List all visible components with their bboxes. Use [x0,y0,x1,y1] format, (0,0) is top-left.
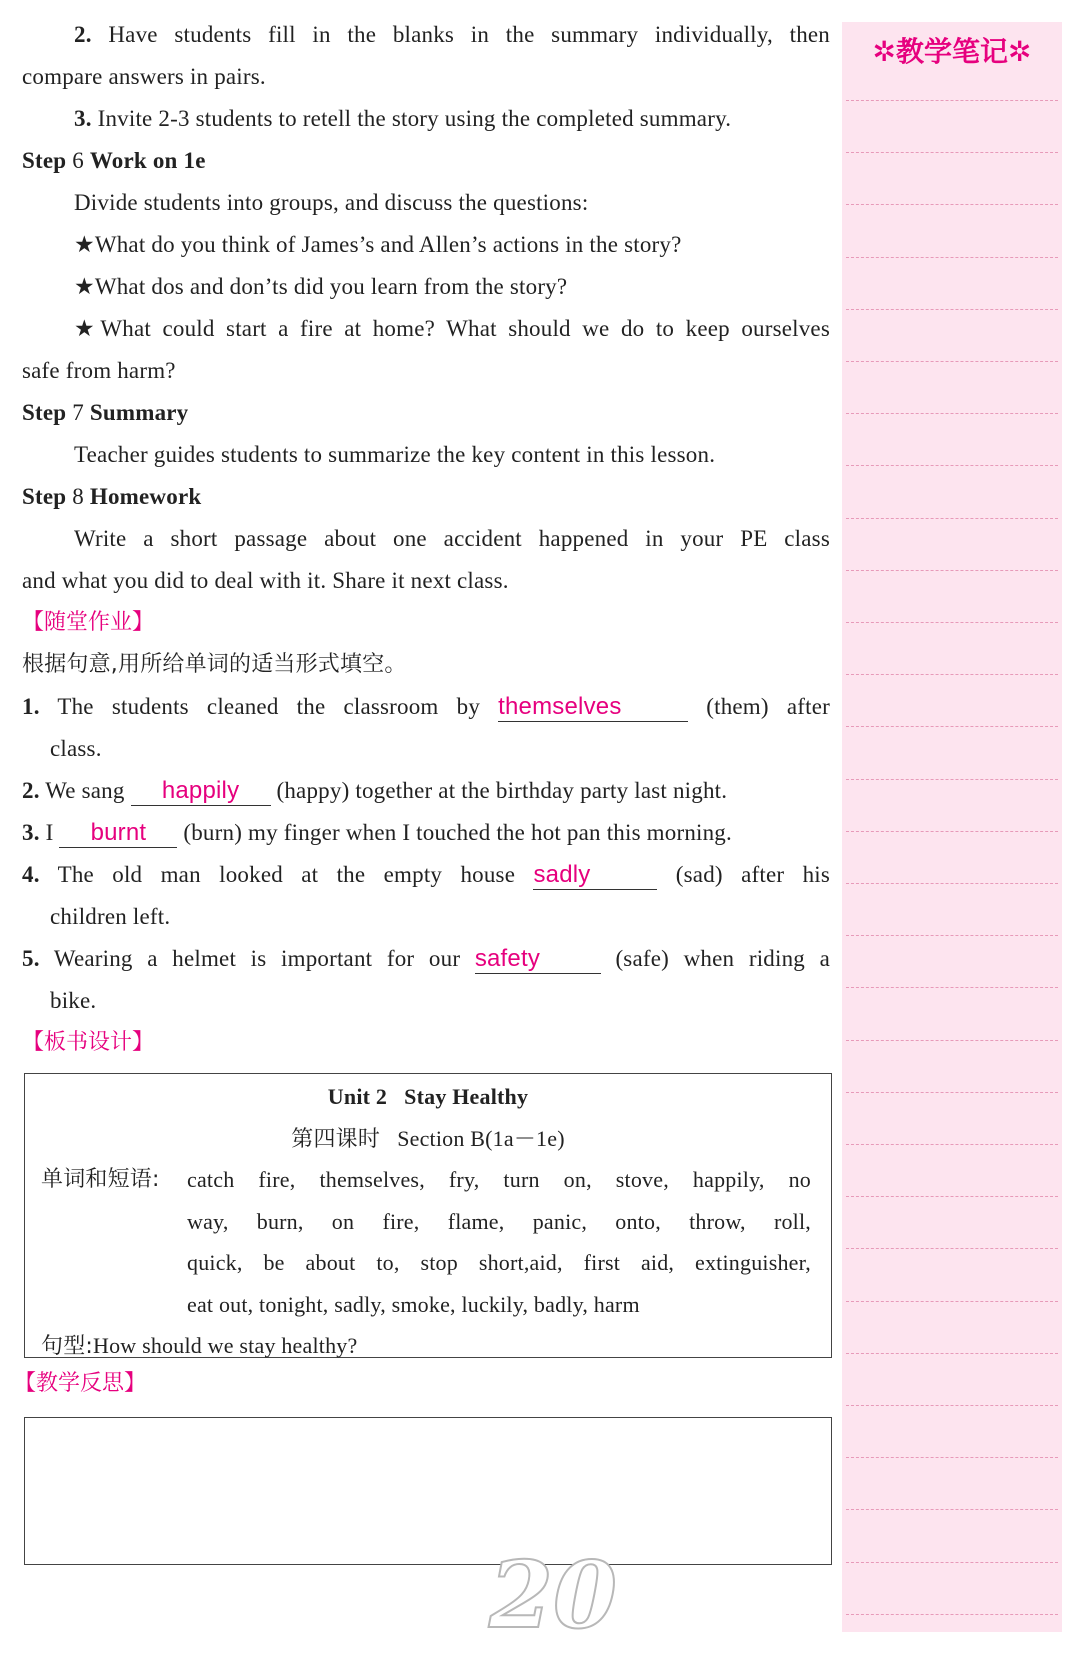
notes-rule-line [846,779,1058,780]
vocab-label: 单词和短语: [41,1167,160,1192]
step6-question-1: ★What do you think of James’s and Allen’s actions in the story? [74,232,682,257]
vocab-line-2: way, burn, on fire, flame, panic, onto, throw, roll, [187,1208,811,1234]
board-unit-title: Unit 2 Stay Healthy [327,1084,529,1109]
exercise-item-5: 5. Wearing a helmet is important for our safety (safe) when riding a [22,945,831,972]
reflection-box [24,1417,832,1565]
answer-blank-1: themselves [498,693,688,722]
exercise-item-1-cont: class. [50,736,102,761]
notes-rule-line [846,1040,1058,1041]
notes-rule-line [846,1614,1058,1615]
notes-rule-line [846,1196,1058,1197]
vocab-line-3: quick, be about to, stop short,aid, first aid, extinguisher, [187,1250,811,1275]
notes-rule-line [846,152,1058,153]
exercise-instruction: 根据句意,用所给单词的适当形式填空。 [22,652,407,677]
answer-blank-3: burnt [59,819,177,848]
board-pattern: 句型:How should we stay healthy? [41,1333,358,1359]
notes-rule-line [846,935,1058,936]
step7-text: Teacher guides students to summarize the key content in this lesson. [74,442,716,467]
step6-question-2: ★What dos and don’ts did you learn from the story? [74,274,568,299]
notes-rule-line [846,726,1058,727]
notes-title: ✲教学笔记✲ [872,35,1032,68]
notes-rule-line [846,1457,1058,1458]
notes-rule-line [846,622,1058,623]
notes-rule-line [846,1301,1058,1302]
notes-rule-line [846,1144,1058,1145]
step6-question-3-cont: safe from harm? [22,358,176,383]
exercise-item-3: 3. I burnt (burn) my finger when I touched the hot pan this morning. [22,819,732,846]
intro-line-1: 2. Have students fill in the blanks in the summary individually, then [74,22,831,47]
board-lesson: 第四课时 Section B(1a－1e) [291,1125,565,1152]
exercise-item-4-cont: children left. [50,904,171,929]
notes-rule-line [846,413,1058,414]
board-heading: 【板书设计】 [22,1030,155,1055]
notes-rule-line [846,361,1058,362]
notes-rule-line [846,204,1058,205]
exercise-item-4: 4. The old man looked at the empty house sadly (sad) after his [22,861,831,888]
exercise-heading: 【随堂作业】 [22,610,155,635]
intro-line-2: compare answers in pairs. [22,64,266,89]
notes-rule-line [846,831,1058,832]
vocab-list [187,1159,811,1325]
vocab-line-4: eat out, tonight, sadly, smoke, luckily, badly, harm [187,1291,640,1317]
exercise-item-2: 2. We sang happily (happy) together at the birthday party last night. [22,777,728,804]
notes-rule-line [846,674,1058,675]
answer-blank-5: safety [475,945,601,974]
intro-line-3: 3. Invite 2-3 students to retell the story using the completed summary. [74,106,732,131]
step8-text-1: Write a short passage about one accident happened in your PE class [74,526,830,551]
teaching-notes-panel [842,22,1062,1632]
notes-rule-line [846,1405,1058,1406]
notes-rule-line [846,1562,1058,1563]
notes-rule-line [846,1092,1058,1093]
notes-rule-line [846,1509,1058,1510]
answer-blank-4: sadly [533,861,657,890]
board-design-box [24,1073,832,1358]
reflection-heading: 【教学反思】 [14,1371,147,1396]
notes-rule-line [846,100,1058,101]
board-vocab [25,1159,831,1325]
step6-heading: Step 6 Work on 1e [22,148,206,173]
step8-heading: Step 8 Homework [22,484,202,509]
notes-rule-line [846,465,1058,466]
step8-text-2: and what you did to deal with it. Share it next class. [22,568,509,593]
notes-rule-line [846,570,1058,571]
exercise-item-5-cont: bike. [50,988,97,1013]
notes-rule-line [846,1353,1058,1354]
notes-rule-line [846,1248,1058,1249]
step7-heading: Step 7 Summary [22,400,189,425]
notes-rule-line [846,518,1058,519]
step6-question-3: ★What could start a fire at home? What should we do to keep ourselves [74,316,830,341]
notes-rule-line [846,987,1058,988]
page-number: 20 [488,1541,618,1649]
notes-rule-line [846,257,1058,258]
vocab-line-1: catch fire, themselves, fry, turn on, stove, happily, no [187,1167,811,1192]
lesson-content [22,14,830,1064]
notes-rule-line [846,883,1058,884]
answer-blank-2: happily [131,777,271,806]
notes-rule-line [846,309,1058,310]
step6-intro: Divide students into groups, and discuss the questions: [74,190,589,215]
exercise-item-1: 1. The students cleaned the classroom by themselves (them) after [22,693,830,720]
